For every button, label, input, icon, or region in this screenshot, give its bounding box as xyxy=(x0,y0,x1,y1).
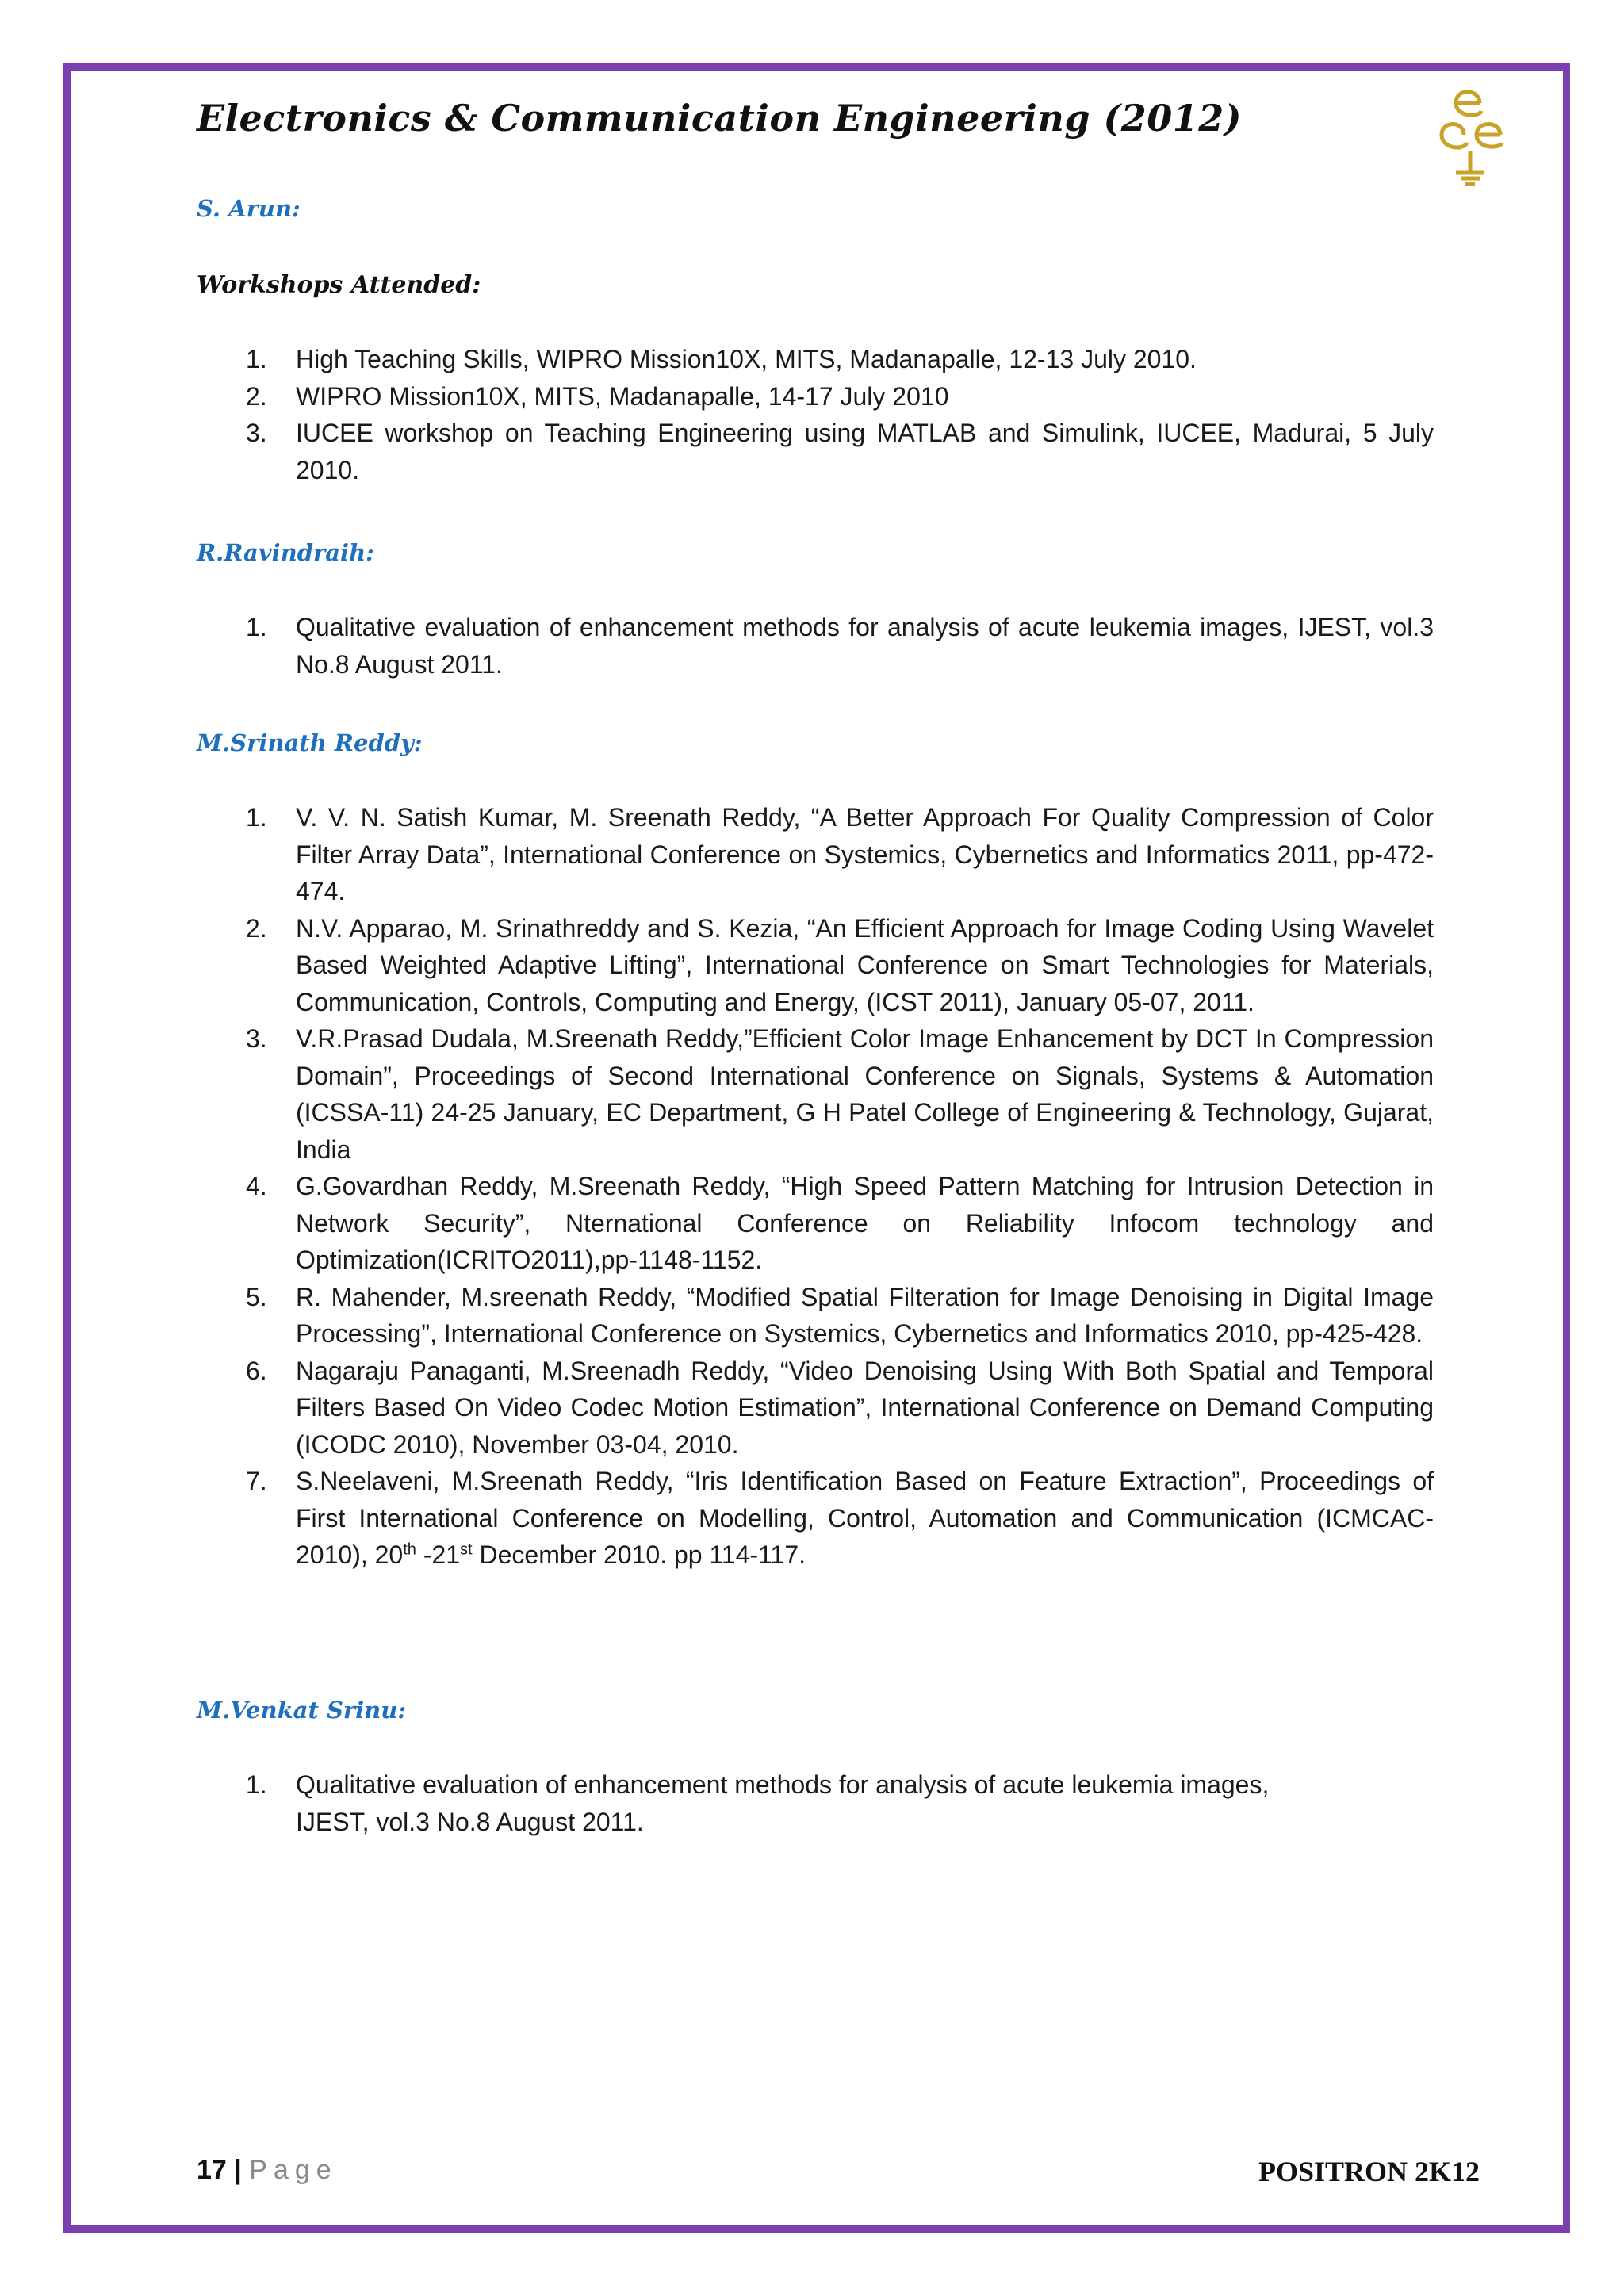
page-label: Page xyxy=(249,2155,338,2185)
publications-list xyxy=(197,1766,1339,1840)
section-m-srinath-reddy xyxy=(197,729,423,756)
workshops-list xyxy=(197,341,1434,488)
author-name: S. Arun: xyxy=(197,195,301,222)
publications-list xyxy=(197,609,1434,683)
list-item: 4. G.Govardhan Reddy, M.Sreenath Reddy, “High Speed Pattern Matching for Intrusion Detection in Network Security”, Nternational Conference on Reliability Infocom technology and Optimization(ICRITO2011),pp-1148-1152. xyxy=(246,1172,1434,1274)
list-item: 1. Qualitative evaluation of enhancement methods for analysis of acute leukemia images, IJEST, vol.3 No.8 August 2011. xyxy=(246,613,1434,679)
list-item: 7. S.Neelaveni, M.Sreenath Reddy, “Iris Identification Based on Feature Extraction”, Proceedings of First International Conference on Modelling, Control, Automation and Communication (ICMCAC-2010), 20th -21st December 2010. pp 114-117. xyxy=(246,1467,1434,1569)
section-s-arun xyxy=(197,195,301,222)
list-item: 1. High Teaching Skills, WIPRO Mission10X, MITS, Madanapalle, 12-13 July 2010. xyxy=(246,345,1197,373)
list-item: 1. V. V. N. Satish Kumar, M. Sreenath Reddy, “A Better Approach For Quality Compression of Color Filter Array Data”, International Conference on Systemics, Cybernetics and Informatics 2011, pp-472-474. xyxy=(246,803,1434,905)
list-item: 3. V.R.Prasad Dudala, M.Sreenath Reddy,”Efficient Color Image Enhancement by DCT In Compression Domain”, Proceedings of Second International Conference on Signals, Systems & Automation (ICSSA-11) 24-25 January, EC Department, G H Patel College of Engineering & Technology, Gujarat, India xyxy=(246,1024,1434,1164)
workshops-heading-wrap xyxy=(197,271,481,299)
section-r-ravindraih xyxy=(197,539,374,566)
author-name: M.Venkat Srinu: xyxy=(197,1697,407,1724)
list-item: 1. Qualitative evaluation of enhancement methods for analysis of acute leukemia images, IJEST, vol.3 No.8 August 2011. xyxy=(246,1770,1270,1836)
footer-publication: POSITRON 2K12 xyxy=(1258,2156,1480,2187)
author-name: M.Srinath Reddy: xyxy=(197,729,423,756)
ece-logo-icon xyxy=(1432,79,1508,187)
section-m-venkat-srinu xyxy=(197,1697,406,1724)
page-number: 17 xyxy=(197,2155,227,2185)
author-name: R.Ravindraih: xyxy=(197,539,374,566)
list-item: 2. N.V. Apparao, M. Srinathreddy and S. Kezia, “An Efficient Approach for Image Coding Using Wavelet Based Weighted Adaptive Lifting”, International Conference on Smart Technologies for Materials, Communication, Controls, Computing and Energy, (ICST 2011), January 05-07, 2011. xyxy=(246,913,1434,1016)
list-item: 3. IUCEE workshop on Teaching Engineering using MATLAB and Simulink, IUCEE, Madurai, 5 July 2010. xyxy=(246,419,1434,484)
page-title: Electronics & Communication Engineering (2012) xyxy=(197,97,1243,140)
workshops-heading: Workshops Attended: xyxy=(197,271,481,299)
list-item: 2. WIPRO Mission10X, MITS, Madanapalle, 14-17 July 2010 xyxy=(246,381,949,411)
footer-separator: | xyxy=(234,2155,242,2185)
publications-list xyxy=(197,799,1434,1574)
list-item: 5. R. Mahender, M.sreenath Reddy, “Modified Spatial Filteration for Image Denoising in Digital Image Processing”, International Conference on Systemics, Cybernetics and Informatics 2010, pp-425-428. xyxy=(246,1282,1434,1348)
list-item: 6. Nagaraju Panaganti, M.Sreenadh Reddy, “Video Denoising Using With Both Spatial and Temporal Filters Based On Video Codec Motion Estimation”, International Conference on Demand Computing (ICODC 2010), November 03-04, 2010. xyxy=(246,1356,1434,1459)
page-footer-number xyxy=(197,2155,338,2186)
